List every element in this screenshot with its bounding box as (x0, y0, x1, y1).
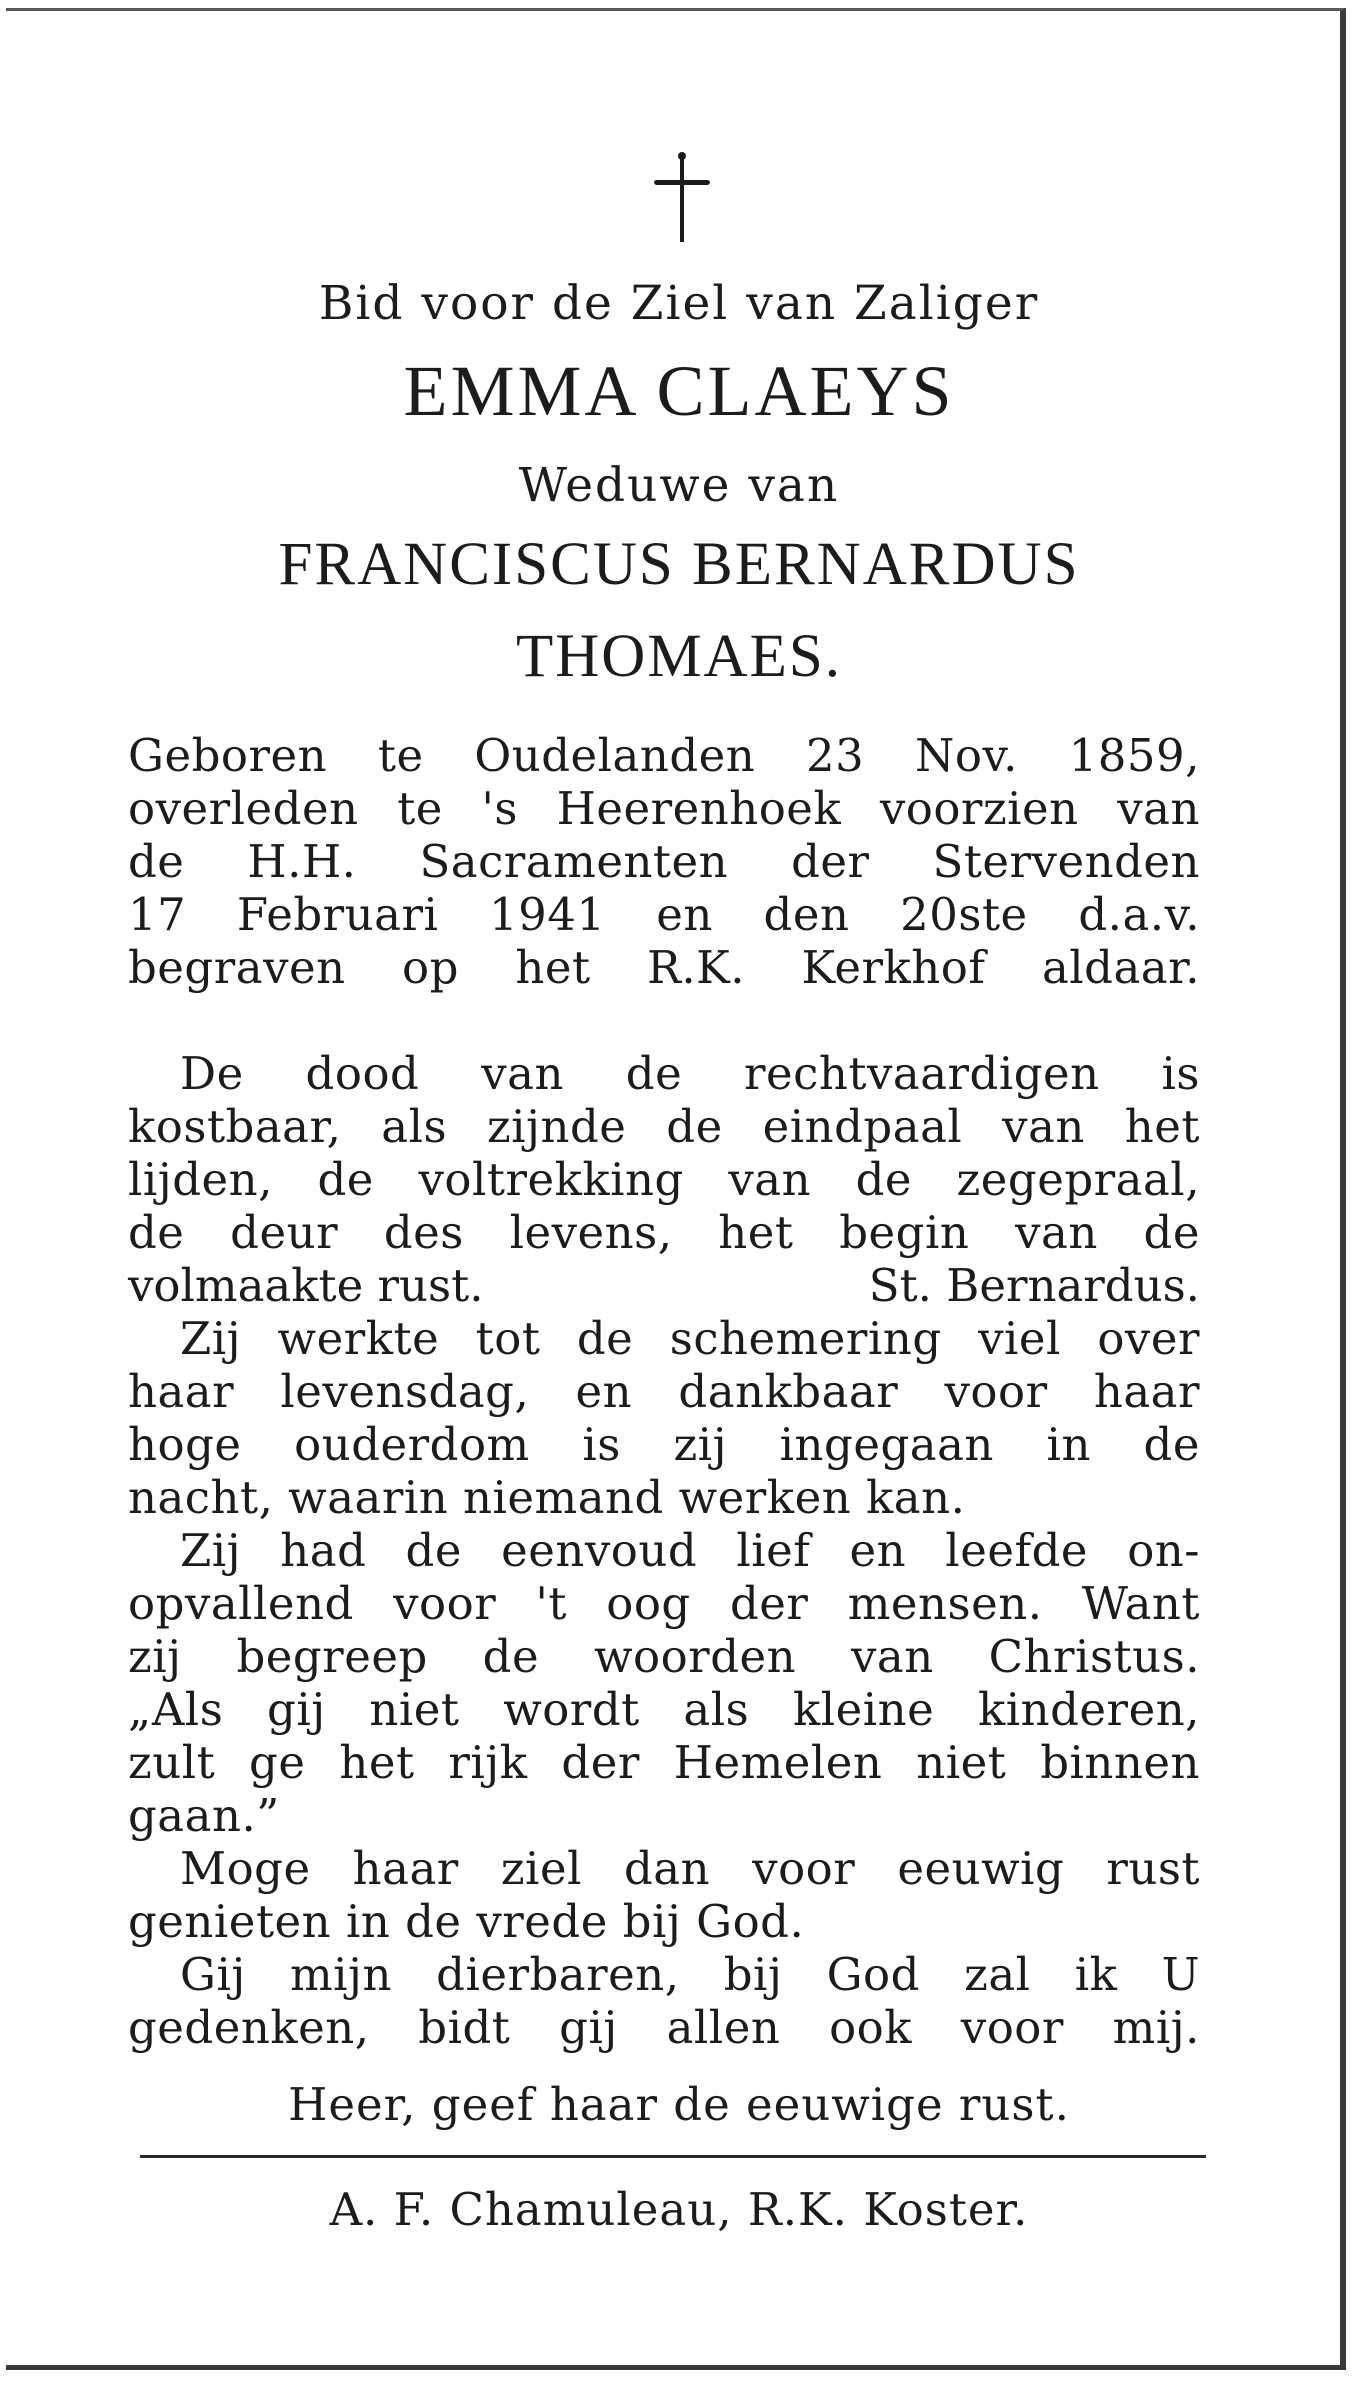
bio-line: 17 Februari 1941 en den 20ste d.a.v. (128, 888, 1200, 941)
husband-name-line1: FRANCISCUS BERNARDUS (278, 531, 1080, 598)
bio-line: overleden te 's Heerenhoek voorzien van (128, 782, 1200, 835)
quote-line: de deur des levens, het begin van de (128, 1206, 1200, 1259)
text-line: zult ge het rijk der Hemelen niet binnen (128, 1736, 1200, 1789)
text-line: opvallend voor 't oog der mensen. Want (128, 1577, 1200, 1630)
deceased-name: EMMA CLAEYS (403, 351, 955, 431)
widow-of-label: Weduwe van (518, 458, 840, 513)
bio-line: begraven op het R.K. Kerkhof aldaar. (128, 941, 1200, 994)
closing-prayer: Heer, geef haar de eeuwige rust. (288, 2078, 1070, 2131)
text-line: genieten in de vrede bij God. (128, 1895, 805, 1948)
quote-line: kostbaar, als zijnde de eindpaal van het (128, 1100, 1200, 1153)
text-line: Zij werkte tot de schemering viel over (180, 1312, 1200, 1365)
quote-author: St. Bernardus. (868, 1259, 1200, 1312)
text-line: Moge haar ziel dan voor eeuwig rust (180, 1842, 1200, 1895)
text-line: „Als gij niet wordt als kleine kinderen, (128, 1683, 1200, 1736)
text-line: haar levensdag, en dankbaar voor haar (128, 1365, 1200, 1418)
printer-credit: A. F. Chamuleau, R.K. Koster. (329, 2183, 1029, 2236)
text-line: hoge ouderdom is zij ingegaan in de (128, 1418, 1200, 1471)
bio-line: de H.H. Sacramenten der Stervenden (128, 835, 1200, 888)
text-line: gedenken, bidt gij allen ook voor mij. (128, 2001, 1200, 2054)
quote-line: lijden, de voltrekking van de zegepraal, (128, 1153, 1200, 1206)
quote-end: volmaakte rust. (128, 1259, 484, 1312)
bio-line: Geboren te Oudelanden 23 Nov. 1859, (128, 729, 1200, 782)
divider (140, 2155, 1206, 2158)
text-line: Zij had de eenvoud lief en leefde on- (180, 1524, 1200, 1577)
prayer-heading: Bid voor de Ziel van Zaliger (318, 276, 1040, 331)
text-line: gaan.” (128, 1789, 280, 1842)
quote-last-line (128, 1260, 1200, 1312)
text-line: nacht, waarin niemand werken kan. (128, 1471, 966, 1524)
text-line: Gij mijn dierbaren, bij God zal ik U (180, 1948, 1200, 2001)
text-line: zij begreep de woorden van Christus. (128, 1630, 1200, 1683)
cross-icon (650, 150, 714, 245)
husband-name-line2: THOMAES. (515, 623, 843, 690)
quote-line: De dood van de rechtvaardigen is (180, 1047, 1200, 1100)
